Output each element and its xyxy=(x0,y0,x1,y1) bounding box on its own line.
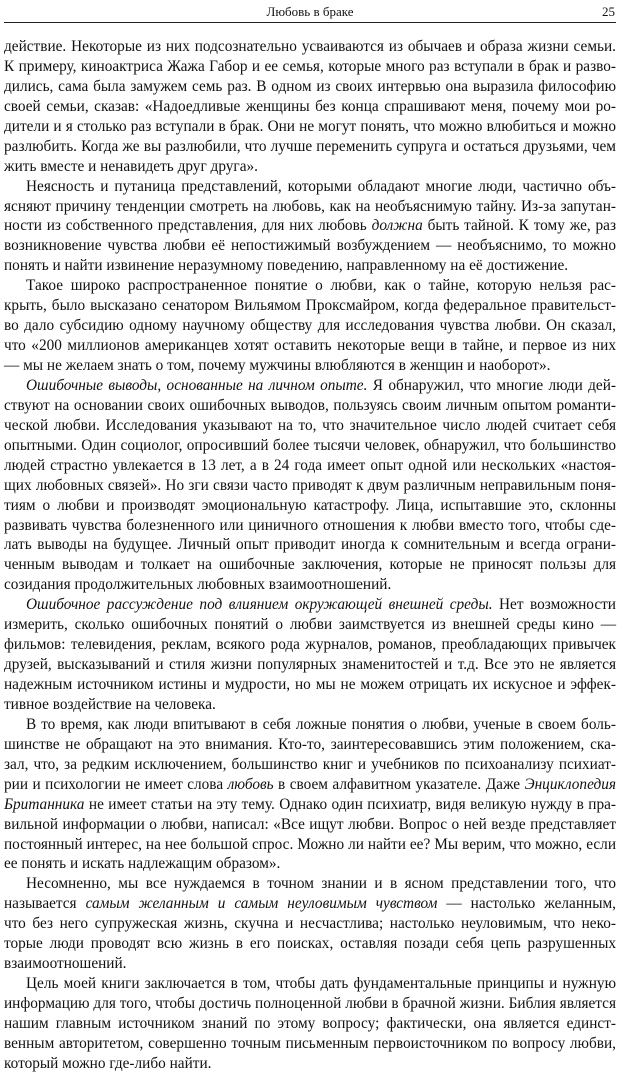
italic-text: любовь xyxy=(227,775,274,793)
text-segment: Неясность и путаница представлений, которыми обладают многие люди, частично объ- xyxy=(26,177,616,195)
text-segment: развивать чувства болезненного или циничного отношения к любви вместо того, чтобы сде- xyxy=(4,516,616,534)
italic-text: Ошибочное рассуждение под влиянием окружающей внешней среды. xyxy=(26,596,493,614)
page-header xyxy=(4,2,616,23)
text-line xyxy=(4,456,616,476)
text-line xyxy=(4,177,616,197)
page-number: 25 xyxy=(602,4,615,19)
text-line xyxy=(4,316,616,336)
text-segment: друзей, высказываний и стиля жизни популярных знаменитостей и т.д. Все это не является xyxy=(4,656,616,674)
text-segment: что «200 миллионов американцев хотят оставить некоторые вещи в тайне, и первое из них xyxy=(4,337,616,355)
text-segment: постоянный интерес, на нее большой спрос. Можно ли найти ее? Мы верим, что можно, если xyxy=(4,835,616,853)
text-segment: измерить, сколько ошибочных понятий о любви заимствуется из внешней среды кино — xyxy=(4,616,616,634)
text-segment: надежным источником истины и мудрости, но мы не можем отрицать их искусное и эффек- xyxy=(4,676,616,693)
text-segment: который можно где-либо найти. xyxy=(4,1054,212,1072)
text-line xyxy=(4,755,616,775)
text-line xyxy=(4,954,616,974)
text-segment: щих любовных связей». Но зги связи часто приводят к двум различным неправильным поня- xyxy=(4,476,616,494)
text-line xyxy=(4,276,616,296)
text-line xyxy=(4,336,616,356)
text-line xyxy=(4,575,616,595)
text-segment: разлюбить. Когда же вы разлюбили, что лучше переменить супруга и остаться друзьями, чем xyxy=(4,137,616,155)
text-segment: нашим главным источником знаний по этому вопросу; фактически, она является единст- xyxy=(4,1014,616,1032)
text-line xyxy=(4,157,616,177)
italic-text: самым желанным и самым неуловимым чувством xyxy=(85,895,438,913)
text-line xyxy=(4,695,616,715)
text-segment: называется xyxy=(4,895,86,913)
text-segment: ее понять и искать надлежащим образом». xyxy=(4,855,281,873)
text-segment: Такое широко распространенное понятие о любви, как о тайне, которую нельзя рас- xyxy=(26,277,616,295)
text-segment: торые люди проводят всю жизнь в его поисках, оставляя позади себя цепь разрушенных xyxy=(4,935,616,953)
text-line xyxy=(4,296,616,316)
text-line xyxy=(4,914,616,934)
text-line xyxy=(4,994,616,1014)
text-line xyxy=(4,137,616,157)
italic-text: Ошибочные выводы, основанные на личном опыте. xyxy=(26,376,368,394)
text-segment: дились, сама была замужем семь раз. В одном из своих интервью она выразила философию xyxy=(4,77,616,95)
text-line xyxy=(4,535,616,555)
text-segment: Нет возможности xyxy=(492,596,616,614)
text-line xyxy=(4,236,616,256)
text-segment: что без него супружеская жизнь, скучна и несчастлива; настолько неуловимым, что неко- xyxy=(4,915,616,933)
text-segment: — настолько желанным, xyxy=(437,895,616,913)
text-line xyxy=(4,835,616,855)
text-segment: опытными. Один социолог, опросивший более тысячи человек, обнаружил, что большинство xyxy=(4,436,616,454)
text-segment: созидания продолжительных любовных взаимоотношений. xyxy=(4,576,392,594)
running-title: Любовь в браке xyxy=(266,4,354,19)
text-line xyxy=(4,516,616,536)
text-segment: — мы не желаем знать о том, почему мужчины влюбляются в женщин и наоборот». xyxy=(4,357,551,374)
text-segment: информацию для того, чтобы достичь полноценной любви в брачной жизни. Библия является xyxy=(4,995,616,1012)
text-segment: взаимоотношений. xyxy=(4,955,127,973)
text-line xyxy=(4,894,616,914)
text-line xyxy=(4,854,616,874)
text-line xyxy=(4,216,616,236)
text-line xyxy=(4,635,616,655)
text-segment: жить вместе и ненавидеть друг друга». xyxy=(4,157,258,175)
text-segment: ческой любви. Исследования указывают на то, что значительное число людей считает себя xyxy=(4,416,616,434)
text-segment: рии и психологии не имеет слова xyxy=(4,775,228,793)
text-segment: вильной информации о любви, написал: «Все ищут любви. Вопрос о ней везде представляет xyxy=(4,815,616,833)
text-segment: в своем алфавитном указателе. Даже xyxy=(273,775,525,793)
text-segment: людей страстно увлекается в 13 лет, а в 24 года имеет опыт одной или нескольких «настоя- xyxy=(4,456,616,474)
text-segment: ченным выводам и толкает на ошибочные заключения, которые не приносят пользы для xyxy=(4,556,616,574)
italic-text: Британника xyxy=(4,795,85,813)
text-line xyxy=(4,37,616,57)
text-line xyxy=(4,795,616,815)
text-segment: ясняют причину тенденции смотреть на любовь, как на необъяснимую тайну. Из-за запутан- xyxy=(4,197,616,215)
text-segment: ствуют на основании своих ошибочных выводов, пользуясь своим личным опытом романти- xyxy=(4,396,616,414)
text-line xyxy=(4,197,616,217)
text-line xyxy=(4,77,616,97)
text-line xyxy=(4,1014,616,1034)
text-line xyxy=(4,396,616,416)
text-segment: К примеру, киноактриса Жажа Габор и ее семья, которые много раз вступали в брак и разво- xyxy=(4,57,616,75)
text-line xyxy=(4,675,616,695)
text-line xyxy=(4,117,616,137)
text-line xyxy=(4,874,616,894)
text-segment: действие. Некоторые из них подсознательно усваиваются из обычаев и образа жизни семьи. xyxy=(4,38,616,55)
text-line xyxy=(4,595,616,615)
text-segment: во дало субсидию одному научному обществу для исследования чувства любви. Он сказал, xyxy=(4,317,616,335)
text-line xyxy=(4,496,616,516)
text-line xyxy=(4,775,616,795)
text-segment: Цель моей книги заключается в том, чтобы дать фундаментальные принципы и нужную xyxy=(26,975,616,993)
text-line xyxy=(4,1034,616,1054)
text-segment: лать выводы на будущее. Личный опыт приводит иногда к сомнительным и всегда ограни- xyxy=(4,536,616,554)
text-segment: Несомненно, мы все нуждаемся в точном знании и в ясном представлении того, что xyxy=(26,875,616,893)
text-line xyxy=(4,735,616,755)
text-line xyxy=(4,97,616,117)
text-line xyxy=(4,1054,616,1074)
text-segment: зал, что, за редким исключением, большинство книг и учебников по психоанализу психиат- xyxy=(4,755,616,773)
body-text xyxy=(4,37,616,1074)
text-line xyxy=(4,715,616,735)
text-line xyxy=(4,476,616,496)
text-line xyxy=(4,416,616,436)
text-segment: В то время, как люди впитывают в себя ложные понятия о любви, ученые в своем боль- xyxy=(26,715,616,733)
italic-text: Энциклопедия xyxy=(524,775,616,793)
text-line xyxy=(4,655,616,675)
text-segment: фильмов: телевидения, реклам, всякого рода журналов, романов, преобладающих привычек xyxy=(4,636,616,654)
text-segment: дители и я столько раз вступали в брак. Они не могут понять, что можно влюбиться и можно xyxy=(4,117,616,135)
text-segment: крыть, было высказано сенатором Вильямом Проксмайром, когда федеральное правительст- xyxy=(4,297,616,315)
text-line xyxy=(4,436,616,456)
text-line xyxy=(4,555,616,575)
text-line xyxy=(4,934,616,954)
text-line xyxy=(4,57,616,77)
text-line xyxy=(4,974,616,994)
text-line xyxy=(4,376,616,396)
text-line xyxy=(4,615,616,635)
text-segment: венным авторитетом, совершенно точным письменным первоисточником по вопросу любви, xyxy=(4,1034,616,1052)
text-segment: своей семьи, сказав: «Надоедливые женщины без конца спрашивают меня, почему мои po- xyxy=(4,97,616,115)
text-segment: тивное воздействие на человека. xyxy=(4,695,216,713)
text-segment: шинстве не обращают на это внимания. Кто-то, заинтересовавшись этим положением, ска- xyxy=(4,735,616,753)
text-segment: Я обнаружил, что многие люди дей- xyxy=(367,376,617,394)
text-line xyxy=(4,256,616,276)
text-segment: возникновение чувства любви её непостижимый возбуждением — необъяснимо, то можно xyxy=(4,237,616,255)
text-segment: понять и найти извинение неразумному поведению, направленному на её достижение. xyxy=(4,257,569,275)
text-segment: тиям о любви и производят эмоциональную катастрофу. Лица, испытавшие это, склонны xyxy=(4,496,616,514)
text-segment: ности из собственного представления, для них любовь xyxy=(4,217,372,235)
text-line xyxy=(4,815,616,835)
text-segment: не имеет статьи на эту тему. Однако один психиатр, видя великую нужду в пра- xyxy=(84,795,616,813)
italic-text: должна xyxy=(371,217,423,235)
text-line xyxy=(4,356,616,376)
text-segment: быть тайной. К тому же, раз xyxy=(422,217,616,235)
